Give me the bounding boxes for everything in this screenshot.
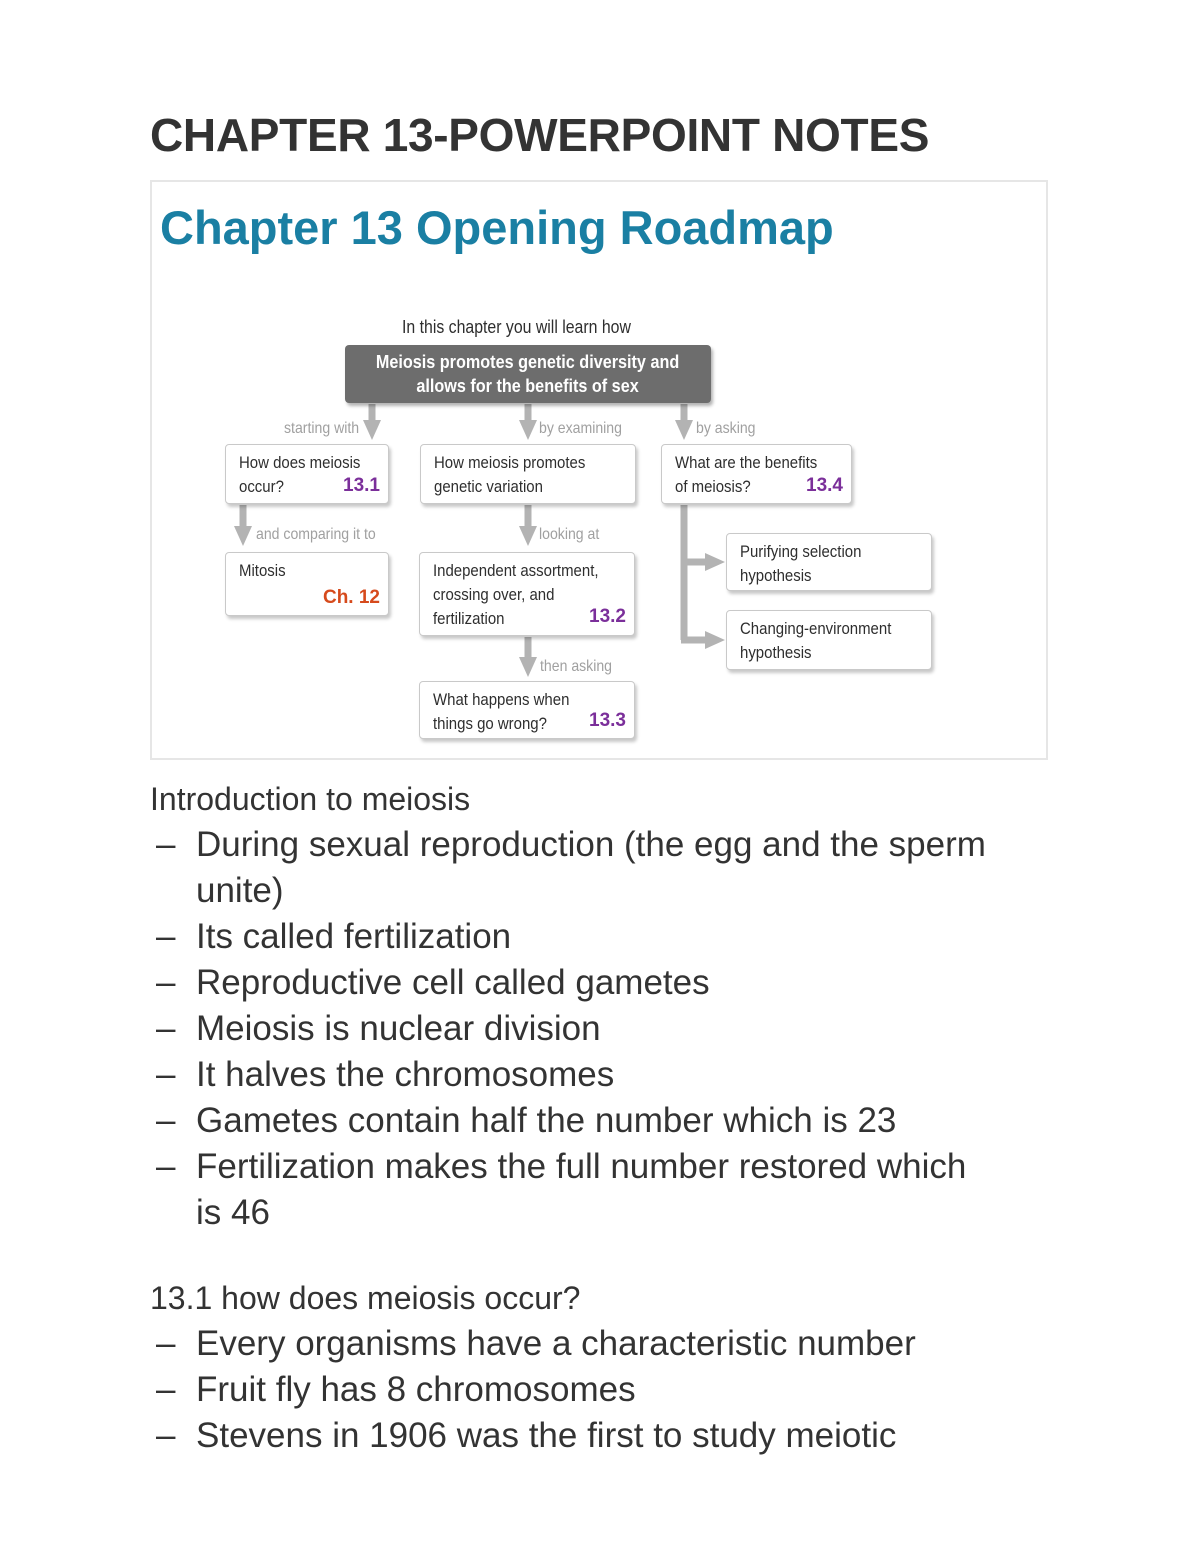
section-13-1-bullet-list bbox=[150, 1321, 1050, 1459]
dash-marker: – bbox=[156, 1009, 176, 1048]
box-genetic-variation bbox=[420, 444, 636, 504]
slide-title: Chapter 13 Opening Roadmap bbox=[160, 201, 834, 254]
box-text: Mitosis bbox=[239, 561, 286, 580]
box-how-does-meiosis-occur bbox=[225, 444, 389, 504]
list-item bbox=[150, 1367, 1050, 1413]
box-text: Purifying selection hypothesis bbox=[740, 542, 862, 585]
page-title: CHAPTER 13-POWERPOINT NOTES bbox=[150, 109, 930, 161]
section-heading-13-1: 13.1 how does meiosis occur? bbox=[150, 1280, 581, 1316]
connector-by-examining: by examining bbox=[539, 420, 622, 437]
dash-marker: – bbox=[156, 1101, 176, 1140]
box-text: What happens when things go wrong? bbox=[433, 690, 570, 733]
dash-marker: – bbox=[156, 1324, 176, 1363]
box-independent-assortment bbox=[419, 552, 635, 636]
list-item bbox=[150, 960, 1050, 1006]
list-item bbox=[150, 1098, 1050, 1144]
list-item bbox=[150, 1006, 1050, 1052]
list-item bbox=[150, 1321, 1050, 1367]
dash-marker: – bbox=[156, 1055, 176, 1094]
chapter-ref: Ch. 12 bbox=[322, 587, 380, 608]
dash-marker: – bbox=[156, 1416, 176, 1455]
list-item-text: Gametes contain half the number which is 23 bbox=[196, 1101, 897, 1140]
list-item-text: Every organisms have a characteristic number bbox=[196, 1324, 916, 1363]
dash-marker: – bbox=[156, 825, 176, 864]
box-changing-environment bbox=[726, 610, 932, 670]
notes-section-13-1 bbox=[150, 1275, 1050, 1459]
box-text: How meiosis promotes genetic variation bbox=[434, 453, 586, 496]
section-ref: 13.3 bbox=[589, 710, 626, 731]
list-item bbox=[150, 1413, 1050, 1459]
box-benefits-of-meiosis bbox=[661, 444, 852, 504]
connector-and-comparing: and comparing it to bbox=[256, 526, 376, 543]
list-item bbox=[150, 914, 1050, 960]
connector-starting-with: starting with bbox=[284, 420, 360, 437]
list-item-text: During sexual reproduction (the egg and the sperm unite) bbox=[196, 825, 986, 910]
list-item-text: Fertilization makes the full number restored which is 46 bbox=[196, 1147, 967, 1232]
box-mitosis bbox=[225, 552, 389, 616]
box-text: How does meiosis occur? bbox=[239, 453, 361, 496]
section-ref: 13.2 bbox=[589, 606, 626, 627]
box-text: What are the benefits of meiosis? bbox=[675, 453, 818, 496]
section-ref: 13.4 bbox=[806, 475, 843, 496]
dash-marker: – bbox=[156, 1370, 176, 1409]
intro-bullet-list bbox=[150, 822, 1050, 1236]
dash-marker: – bbox=[156, 1147, 176, 1186]
notes-intro-section bbox=[150, 776, 1050, 1236]
list-item bbox=[150, 822, 1050, 914]
list-item bbox=[150, 1144, 1050, 1236]
box-things-go-wrong bbox=[419, 681, 635, 739]
box-text: Independent assortment, crossing over, and fertilization bbox=[433, 561, 599, 628]
list-item-text: It halves the chromosomes bbox=[196, 1055, 615, 1094]
dash-marker: – bbox=[156, 917, 176, 956]
connector-by-asking: by asking bbox=[696, 420, 756, 437]
list-item-text: Meiosis is nuclear division bbox=[196, 1009, 601, 1048]
dash-marker: – bbox=[156, 963, 176, 1002]
list-item-text: Fruit fly has 8 chromosomes bbox=[196, 1370, 636, 1409]
roadmap-main-box bbox=[345, 345, 711, 403]
connector-then-asking: then asking bbox=[540, 658, 613, 675]
connector-looking-at: looking at bbox=[539, 526, 600, 543]
list-item-text: Reproductive cell called gametes bbox=[196, 963, 710, 1002]
list-item-text: Its called fertilization bbox=[196, 917, 512, 956]
main-box-text: Meiosis promotes genetic diversity and allows for the benefits of sex bbox=[376, 352, 680, 396]
list-item-text: Stevens in 1906 was the first to study meiotic bbox=[196, 1416, 897, 1455]
section-heading-intro: Introduction to meiosis bbox=[150, 781, 471, 817]
box-text: Changing-environment hypothesis bbox=[740, 619, 892, 662]
roadmap-lead-text: In this chapter you will learn how bbox=[402, 317, 631, 337]
box-purifying-selection bbox=[726, 533, 932, 591]
list-item bbox=[150, 1052, 1050, 1098]
section-ref: 13.1 bbox=[343, 475, 380, 496]
roadmap-slide-image bbox=[150, 180, 1048, 760]
